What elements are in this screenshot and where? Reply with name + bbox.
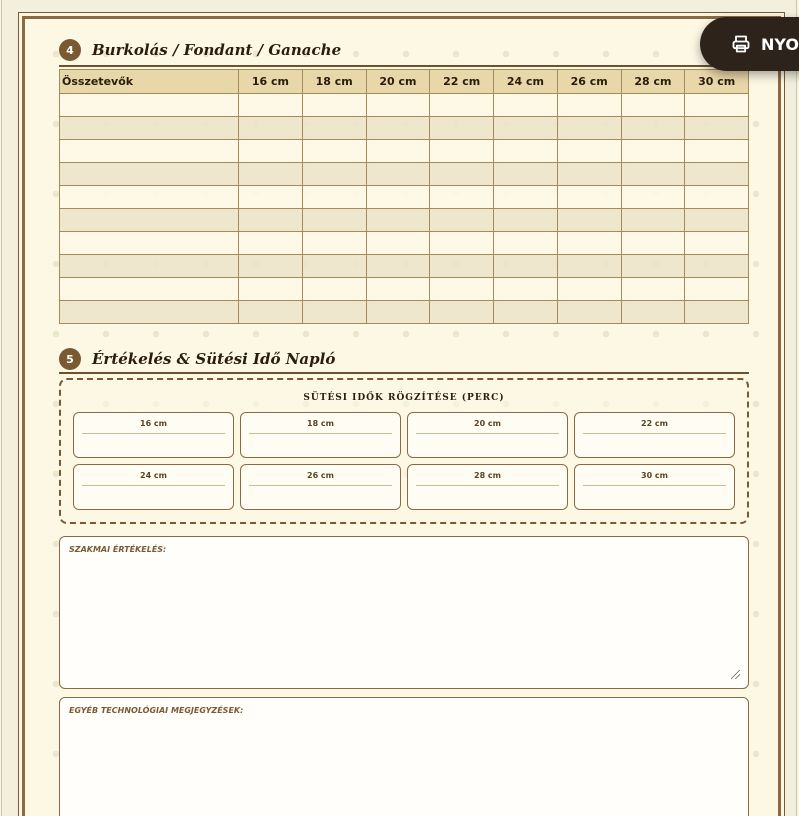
quantity-cell[interactable] xyxy=(621,255,685,278)
sheet-inner-frame xyxy=(22,16,781,816)
quantity-cell[interactable] xyxy=(366,163,430,186)
printer-icon xyxy=(731,34,751,54)
baking-time-field[interactable] xyxy=(240,412,401,458)
quantity-cell[interactable] xyxy=(239,186,303,209)
quantity-cell[interactable] xyxy=(557,255,621,278)
baking-time-size-label: 26 cm xyxy=(307,471,334,480)
quantity-cell[interactable] xyxy=(494,255,558,278)
quantity-cell[interactable] xyxy=(557,209,621,232)
table-row xyxy=(60,140,749,163)
col-header-18cm: 18 cm xyxy=(302,70,366,94)
quantity-cell[interactable] xyxy=(621,278,685,301)
quantity-cell[interactable] xyxy=(430,186,494,209)
quantity-cell[interactable] xyxy=(685,186,749,209)
baking-time-rule xyxy=(249,433,392,434)
table-row xyxy=(60,186,749,209)
quantity-cell[interactable] xyxy=(302,301,366,324)
quantity-cell[interactable] xyxy=(366,232,430,255)
table-row xyxy=(60,278,749,301)
quantity-cell[interactable] xyxy=(302,278,366,301)
col-header-20cm: 20 cm xyxy=(366,70,430,94)
baking-time-field[interactable] xyxy=(73,464,234,510)
quantity-cell[interactable] xyxy=(302,209,366,232)
section-5-header xyxy=(59,345,749,373)
quantity-cell[interactable] xyxy=(685,209,749,232)
quantity-cell[interactable] xyxy=(366,278,430,301)
baking-time-size-label: 18 cm xyxy=(307,419,334,428)
quantity-cell[interactable] xyxy=(366,140,430,163)
baking-time-field[interactable] xyxy=(574,464,735,510)
quantity-cell[interactable] xyxy=(557,301,621,324)
quantity-cell[interactable] xyxy=(494,301,558,324)
table-row xyxy=(60,117,749,140)
quantity-cell[interactable] xyxy=(494,209,558,232)
baking-time-field[interactable] xyxy=(240,464,401,510)
quantity-cell[interactable] xyxy=(302,163,366,186)
ingredient-cell[interactable] xyxy=(60,209,239,232)
quantity-cell[interactable] xyxy=(430,209,494,232)
ingredient-cell[interactable] xyxy=(60,140,239,163)
table-row xyxy=(60,163,749,186)
quantity-cell[interactable] xyxy=(557,232,621,255)
quantity-cell[interactable] xyxy=(494,163,558,186)
quantity-cell[interactable] xyxy=(557,140,621,163)
quantity-cell[interactable] xyxy=(239,209,303,232)
quantity-cell[interactable] xyxy=(239,301,303,324)
table-header-row xyxy=(60,70,749,94)
baking-time-rule xyxy=(82,485,225,486)
quantity-cell[interactable] xyxy=(494,232,558,255)
quantity-cell[interactable] xyxy=(621,117,685,140)
table-row xyxy=(60,209,749,232)
baking-time-field[interactable] xyxy=(407,412,568,458)
quantity-cell[interactable] xyxy=(430,301,494,324)
ingredient-cell[interactable] xyxy=(60,163,239,186)
quantity-cell[interactable] xyxy=(621,209,685,232)
quantity-cell[interactable] xyxy=(430,255,494,278)
quantity-cell[interactable] xyxy=(685,255,749,278)
ingredient-cell[interactable] xyxy=(60,117,239,140)
quantity-cell[interactable] xyxy=(430,232,494,255)
quantity-cell[interactable] xyxy=(302,117,366,140)
professional-evaluation-label: SZAKMAI ÉRTÉKELÉS: xyxy=(69,545,167,554)
ingredient-cell[interactable] xyxy=(60,301,239,324)
ingredient-cell[interactable] xyxy=(60,232,239,255)
col-header-26cm: 26 cm xyxy=(557,70,621,94)
baking-time-rule xyxy=(416,485,559,486)
baking-time-field[interactable] xyxy=(73,412,234,458)
quantity-cell[interactable] xyxy=(685,232,749,255)
baking-time-size-label: 28 cm xyxy=(474,471,501,480)
section-5-divider xyxy=(59,372,749,374)
baking-times-box xyxy=(59,378,749,524)
quantity-cell[interactable] xyxy=(621,186,685,209)
resize-handle-icon[interactable] xyxy=(731,670,740,679)
quantity-cell[interactable] xyxy=(366,209,430,232)
quantity-cell[interactable] xyxy=(239,140,303,163)
section-5-title: Értékelés & Sütési Idő Napló xyxy=(92,350,336,368)
col-header-ingredients: Összetevők xyxy=(60,70,239,94)
quantity-cell[interactable] xyxy=(366,301,430,324)
baking-time-rule xyxy=(583,433,726,434)
col-header-16cm: 16 cm xyxy=(239,70,303,94)
quantity-cell[interactable] xyxy=(557,278,621,301)
quantity-cell[interactable] xyxy=(557,186,621,209)
quantity-cell[interactable] xyxy=(494,278,558,301)
baking-time-field[interactable] xyxy=(574,412,735,458)
section-4-divider xyxy=(59,65,749,67)
quantity-cell[interactable] xyxy=(494,94,558,117)
col-header-24cm: 24 cm xyxy=(494,70,558,94)
other-notes-label: EGYÉB TECHNOLÓGIAI MEGJEGYZÉSEK: xyxy=(69,706,244,715)
table-row xyxy=(60,255,749,278)
quantity-cell[interactable] xyxy=(239,232,303,255)
table-row xyxy=(60,232,749,255)
quantity-cell[interactable] xyxy=(302,232,366,255)
table-row xyxy=(60,94,749,117)
col-header-22cm: 22 cm xyxy=(430,70,494,94)
baking-time-rule xyxy=(249,485,392,486)
professional-evaluation-textarea[interactable] xyxy=(59,536,749,689)
baking-time-rule xyxy=(82,433,225,434)
quantity-cell[interactable] xyxy=(621,232,685,255)
ingredient-cell[interactable] xyxy=(60,94,239,117)
baking-time-field[interactable] xyxy=(407,464,568,510)
table-row xyxy=(60,301,749,324)
ingredient-cell[interactable] xyxy=(60,278,239,301)
quantity-cell[interactable] xyxy=(302,186,366,209)
print-button-label: NYO xyxy=(761,34,799,54)
baking-time-size-label: 22 cm xyxy=(641,419,668,428)
quantity-cell[interactable] xyxy=(302,255,366,278)
baking-time-size-label: 30 cm xyxy=(641,471,668,480)
quantity-cell[interactable] xyxy=(685,117,749,140)
section-4-title: Burkolás / Fondant / Ganache xyxy=(92,41,342,59)
quantity-cell[interactable] xyxy=(621,301,685,324)
baking-time-size-label: 16 cm xyxy=(140,419,167,428)
quantity-cell[interactable] xyxy=(621,140,685,163)
quantity-cell[interactable] xyxy=(685,94,749,117)
baking-time-rule xyxy=(416,433,559,434)
col-header-30cm: 30 cm xyxy=(685,70,749,94)
recipe-sheet xyxy=(18,12,785,816)
quantity-cell[interactable] xyxy=(366,186,430,209)
ingredients-table xyxy=(59,69,749,324)
quantity-cell[interactable] xyxy=(239,255,303,278)
quantity-cell[interactable] xyxy=(430,163,494,186)
quantity-cell[interactable] xyxy=(685,140,749,163)
quantity-cell[interactable] xyxy=(239,94,303,117)
quantity-cell[interactable] xyxy=(430,140,494,163)
ingredient-cell[interactable] xyxy=(60,186,239,209)
quantity-cell[interactable] xyxy=(366,94,430,117)
col-header-28cm: 28 cm xyxy=(621,70,685,94)
print-button[interactable] xyxy=(700,17,799,71)
quantity-cell[interactable] xyxy=(239,117,303,140)
quantity-cell[interactable] xyxy=(494,140,558,163)
quantity-cell[interactable] xyxy=(494,117,558,140)
quantity-cell[interactable] xyxy=(557,117,621,140)
quantity-cell[interactable] xyxy=(366,117,430,140)
quantity-cell[interactable] xyxy=(430,94,494,117)
quantity-cell[interactable] xyxy=(302,140,366,163)
baking-times-title: SÜTÉSI IDŐK RÖGZÍTÉSE (PERC) xyxy=(303,393,505,403)
quantity-cell[interactable] xyxy=(430,117,494,140)
quantity-cell[interactable] xyxy=(685,163,749,186)
quantity-cell[interactable] xyxy=(557,163,621,186)
section-5-number: 5 xyxy=(59,348,81,370)
quantity-cell[interactable] xyxy=(621,94,685,117)
section-4-number: 4 xyxy=(59,39,81,61)
quantity-cell[interactable] xyxy=(685,278,749,301)
ingredient-cell[interactable] xyxy=(60,255,239,278)
quantity-cell[interactable] xyxy=(494,186,558,209)
section-4-header xyxy=(59,36,749,64)
baking-time-size-label: 24 cm xyxy=(140,471,167,480)
baking-time-rule xyxy=(583,485,726,486)
quantity-cell[interactable] xyxy=(621,163,685,186)
other-notes-textarea[interactable] xyxy=(59,697,749,816)
quantity-cell[interactable] xyxy=(685,301,749,324)
quantity-cell[interactable] xyxy=(302,94,366,117)
quantity-cell[interactable] xyxy=(239,278,303,301)
quantity-cell[interactable] xyxy=(430,278,494,301)
quantity-cell[interactable] xyxy=(366,255,430,278)
page-background xyxy=(1,0,797,816)
baking-time-size-label: 20 cm xyxy=(474,419,501,428)
quantity-cell[interactable] xyxy=(239,163,303,186)
quantity-cell[interactable] xyxy=(557,94,621,117)
